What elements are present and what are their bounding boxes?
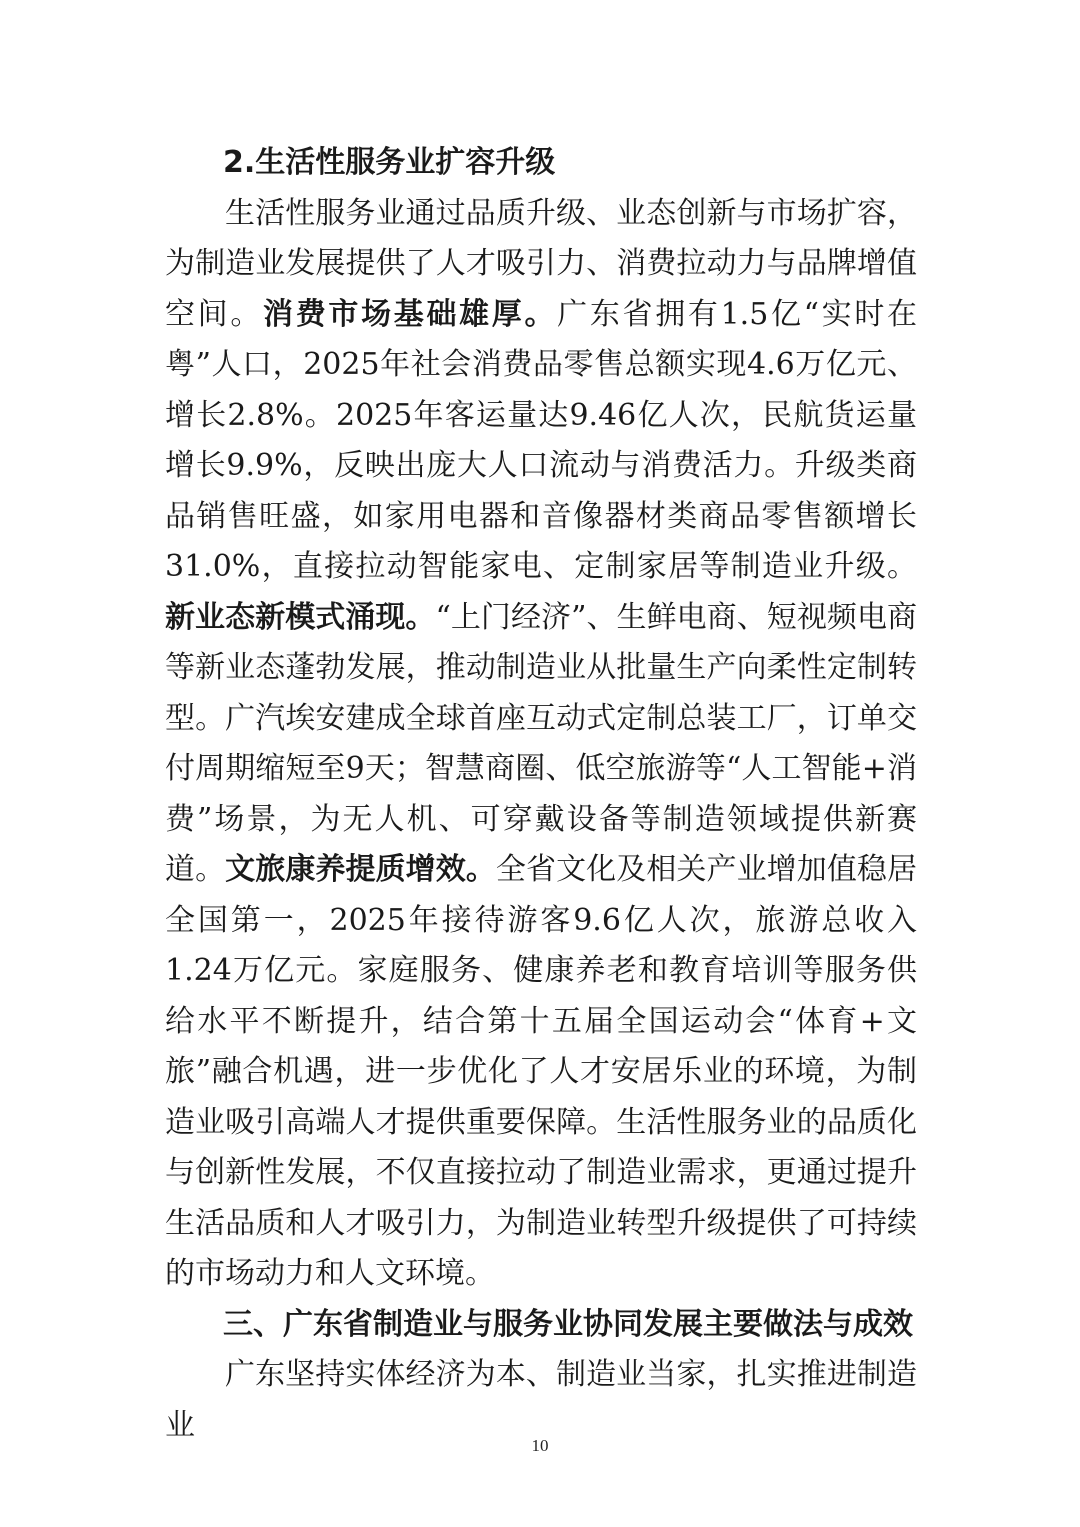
page-number: 10 (531, 1436, 549, 1455)
paragraph-consumer-services (165, 189, 917, 1300)
body-text (165, 138, 917, 1451)
paragraph-culture-tourism-text: 全省文化及相关产业增加值稳居全国第一，2025年接待游客9.6亿人次，旅游总收入1.24万亿元。家庭服务、健康养老和教育培训等服务供给水平不断提升，结合第十五届全国运动会“体育+文旅”融合机遇，进一步优化了人才安居乐业的环境，为制造业吸引高端人才提供重要保障。生活性服务业的品质化与创新性发展，不仅直接拉动了制造业需求，更通过提升生活品质和人才吸引力，为制造业转型升级提供了可持续的市场动力和人文环境。 (165, 852, 918, 1291)
paragraph-new-formats-text: “上门经济”、生鲜电商、短视频电商等新业态蓬勃发展，推动制造业从批量生产向柔性定制转型。广汽埃安建成全球首座互动式定制总装工厂，订单交付周期缩短至9天；智慧商圈、低空旅游等“人工智能+消费”场景，为无人机、可穿戴设备等制造领域提供新赛道。 (165, 599, 917, 887)
bold-heading-consumer-market: 消费市场基础雄厚。 (263, 296, 558, 332)
paragraph-chapter-intro: 广东坚持实体经济为本、制造业当家，扎实推进制造业 (165, 1357, 917, 1443)
section-heading: 2.生活性服务业扩容升级 (223, 145, 556, 180)
paragraph-consumer-market-text: 广东省拥有1.5亿“实时在粤”人口，2025年社会消费品零售总额实现4.6万亿元、增长2.8%。2025年客运量达9.46亿人次，民航货运量增长9.9%，反映出庞大人口流动与消费活力。升级类商品销售旺盛，如家用电器和音像器材类商品零售额增长31.0%，直接拉动智能家电、定制家居等制造业升级。 (165, 296, 918, 584)
chapter-heading: 三、广东省制造业与服务业协同发展主要做法与成效 (223, 1306, 913, 1342)
bold-heading-new-formats: 新业态新模式涌现。 (165, 599, 436, 635)
bold-heading-culture-tourism: 文旅康养提质增效。 (225, 852, 496, 887)
paragraph-intro: 生活性服务业通过品质升级、业态创新与市场扩容，为制造业发展提供了人才吸引力、消费拉动力与品牌增值空间。 (165, 195, 917, 332)
